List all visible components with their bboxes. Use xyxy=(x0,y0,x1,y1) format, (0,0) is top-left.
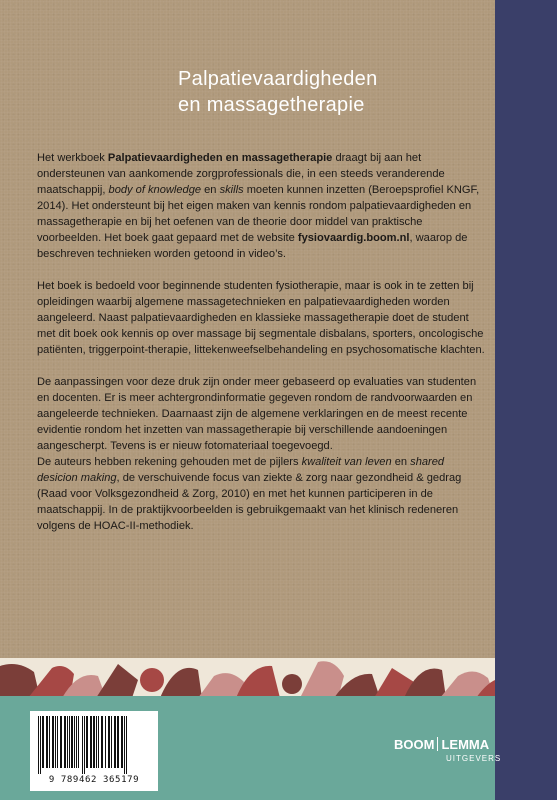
barcode-bar xyxy=(101,716,103,768)
barcode-bar xyxy=(84,716,85,774)
decorative-pattern xyxy=(0,658,495,698)
barcode-bar xyxy=(108,716,110,768)
text-run: Het werkboek xyxy=(37,152,108,164)
barcode-bar xyxy=(46,716,48,768)
barcode-bar xyxy=(121,716,123,768)
barcode-bar xyxy=(67,716,68,768)
book-title-line-1: Palpatievaardigheden xyxy=(178,68,378,90)
barcode-bar xyxy=(114,716,116,768)
barcode-bar xyxy=(86,716,88,768)
barcode-bar xyxy=(126,716,127,774)
blurb-paragraph-4 xyxy=(37,454,487,534)
publisher-subtitle: UITGEVERS xyxy=(446,754,502,763)
publisher-logo xyxy=(394,737,489,752)
barcode-bar xyxy=(124,716,125,774)
text-run: moeten kunnen inzetten (Beroepsprofiel KNGF, 2014). Het ondersteunt bij het eigen maken van kennis rondom palpatievaardigheden en massagetherapie en bij het oefenen van de theorie door middel van praktische voorbeelden. Het boek gaat gepaard met de website xyxy=(37,184,480,244)
blurb-text xyxy=(37,150,487,534)
barcode-bar xyxy=(93,716,95,768)
barcode-bar xyxy=(96,716,97,768)
text-run: en xyxy=(391,456,411,468)
publisher-name-boom: BOOM xyxy=(394,737,435,752)
barcode-bar xyxy=(60,716,62,768)
spine-strip xyxy=(495,0,557,800)
barcode-bar xyxy=(57,716,58,768)
italic-term: shared desicion making xyxy=(37,456,445,484)
barcode-bar xyxy=(52,716,54,768)
barcode-bar xyxy=(42,716,44,768)
barcode-bar xyxy=(38,716,39,774)
barcode-bar xyxy=(117,716,119,768)
publisher-name-lemma: LEMMA xyxy=(441,737,490,752)
barcode-bar xyxy=(82,716,83,774)
barcode-bar xyxy=(69,716,70,768)
italic-term: body of knowledge xyxy=(108,184,202,196)
barcode-bar xyxy=(40,716,41,774)
text-run: De auteurs hebben rekening gehouden met de pijlers xyxy=(37,456,302,468)
barcode-bar xyxy=(78,716,79,768)
barcode-bar xyxy=(74,716,75,768)
book-title-line-2: en massagetherapie xyxy=(178,94,365,116)
book-title xyxy=(178,66,478,118)
barcode-bar xyxy=(55,716,56,768)
isbn-digits: 9 789462 365179 xyxy=(48,775,140,785)
barcode xyxy=(30,711,158,791)
text-run: , waarop de beschreven technieken worden getoond in video’s. xyxy=(37,232,468,260)
barcode-bar xyxy=(105,716,106,768)
text-run: , de verschuivende focus van ziekte & zorg naar gezondheid & gedrag (Raad voor Volksgezondheid & Zorg, 2010) en met het kunnen participeren in de maatschappij. In de praktijkvoorbeelden is gebruikgemaakt van het klinisch redeneren volgens de HOAC-II-methodiek. xyxy=(37,472,462,532)
italic-term: kwaliteit van leven xyxy=(301,456,392,468)
blurb-paragraph-1 xyxy=(37,150,487,262)
text-run: en xyxy=(201,184,220,196)
pattern-shape xyxy=(140,668,164,692)
blurb-paragraph-3: De aanpassingen voor deze druk zijn onder meer gebaseerd op evaluaties van studenten en docenten. Er is meer achtergrondinformatie gegeven rondom de randvoorwaarden en aangeleerde technieken. Daarnaast zijn de algemene verklaringen en de meest recente evidentie rondom het inzetten van massagetherapie bij verschillende aandoeningen aangescherpt. Tevens is er nieuw fotomateriaal toegevoegd. xyxy=(37,376,477,452)
blurb-paragraph-2: Het boek is bedoeld voor beginnende studenten fysiotherapie, maar is ook in te zetten bij opleidingen waarbij algemene massagetechnieken en palpatievaardigheden worden aangeleerd. Naast palpatievaardigheden en klassieke massagetherapie doet de student met dit boek ook kennis op over massage bij segmentale disbalans, sporters, oncologische patiënten, triggerpoint-therapie, littekenweefselbehandeling en psychosomatische klachten. xyxy=(37,280,485,356)
barcode-bar xyxy=(64,716,66,768)
barcode-bars xyxy=(36,716,152,774)
website-url: fysiovaardig.boom.nl xyxy=(297,232,410,244)
bold-book-title: Palpatievaardigheden en massagetherapie xyxy=(107,152,333,164)
barcode-bar xyxy=(111,716,112,768)
pattern-shape xyxy=(282,674,302,694)
publisher-divider xyxy=(437,737,438,751)
text-run: draagt bij aan het ondersteunen van aankomende zorgprofessionals die, in een steeds veranderende maatschappij, xyxy=(37,152,445,196)
barcode-bar xyxy=(98,716,99,768)
barcode-bar xyxy=(90,716,92,768)
barcode-bar xyxy=(49,716,50,768)
barcode-bar xyxy=(71,716,73,768)
barcode-bar xyxy=(76,716,77,768)
italic-term: skills xyxy=(219,184,244,196)
